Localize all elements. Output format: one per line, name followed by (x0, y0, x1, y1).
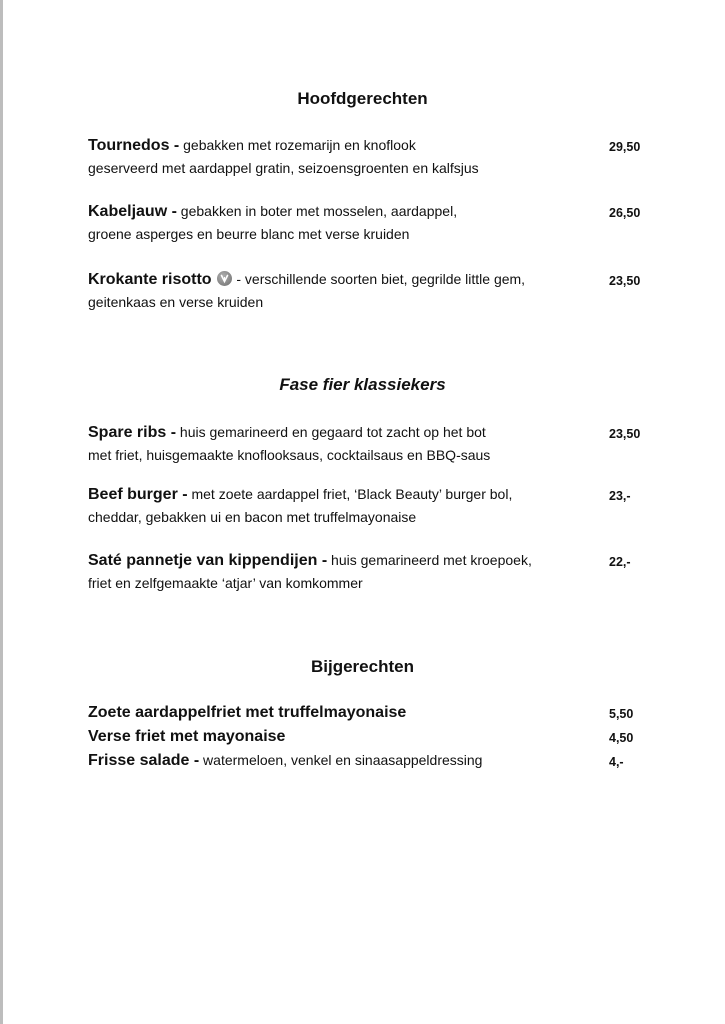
page-edge (0, 0, 3, 1024)
menu-item-line-1 (88, 268, 698, 291)
menu-item-line-1 (88, 134, 698, 157)
menu-item-line-1 (88, 549, 698, 572)
dish-price: 26,50 (609, 206, 641, 220)
dish-description-continued: cheddar, gebakken ui en bacon met truffelmayonaise (88, 509, 417, 525)
dish-name: Frisse salade - (88, 752, 200, 769)
dish-price: 23,- (609, 489, 631, 503)
menu-item-line-1 (88, 421, 698, 444)
menu-item-line-1 (88, 483, 698, 506)
dish-price: 29,50 (609, 140, 641, 154)
menu-item-sate-pannetje (88, 549, 698, 594)
dish-description: huis gemarineerd met kroepoek, (327, 552, 532, 568)
dish-description-continued: geserveerd met aardappel gratin, seizoensgroenten en kalfsjus (88, 160, 479, 176)
menu-item-beef-burger (88, 483, 698, 528)
dish-name: Tournedos - (88, 137, 180, 154)
menu-item-spare-ribs (88, 421, 698, 466)
dish-description: gebakken met rozemarijn en knoflook (179, 137, 416, 153)
menu-item-verse-friet (88, 725, 698, 748)
dish-name: Saté pannetje van kippendijen - (88, 552, 328, 569)
dish-name: Beef burger - (88, 486, 188, 503)
dish-name: Krokante risotto (88, 271, 212, 288)
menu-item-line-1 (88, 725, 698, 748)
menu-item-krokante-risotto (88, 268, 698, 313)
section-title-klassiekers: Fase fier klassiekers (279, 375, 446, 394)
vegetarian-icon (217, 271, 232, 286)
dish-price: 5,50 (609, 707, 634, 721)
section-title-bijgerechten: Bijgerechten (311, 657, 414, 676)
dish-name: Kabeljauw - (88, 203, 177, 220)
menu-item-frisse-salade (88, 749, 698, 772)
menu-item-tournedos (88, 134, 698, 179)
menu-item-line-1 (88, 701, 698, 724)
dish-name: Zoete aardappelfriet met truffelmayonaise (88, 704, 407, 721)
menu-item-zoete-aardappelfriet (88, 701, 698, 724)
section-title-hoofdgerechten: Hoofdgerechten (297, 89, 428, 108)
dish-description-continued: groene asperges en beurre blanc met verse kruiden (88, 226, 410, 242)
menu-item-kabeljauw (88, 200, 698, 245)
menu-item-line-1 (88, 200, 698, 223)
dish-description: gebakken in boter met mosselen, aardappel, (176, 203, 458, 219)
dish-description-continued: friet en zelfgemaakte ‘atjar’ van komkommer (88, 575, 363, 591)
dish-price: 4,- (609, 755, 624, 769)
dish-price: 4,50 (609, 731, 634, 745)
dish-description: met zoete aardappel friet, ‘Black Beauty’ burger bol, (187, 486, 513, 502)
dish-name: Verse friet met mayonaise (88, 728, 286, 745)
dish-description: - verschillende soorten biet, gegrilde little gem, (236, 271, 526, 287)
dish-description-continued: met friet, huisgemaakte knoflooksaus, cocktailsaus en BBQ-saus (88, 447, 491, 463)
dish-name: Spare ribs - (88, 424, 177, 441)
dish-price: 22,- (609, 555, 631, 569)
dish-description-continued: geitenkaas en verse kruiden (88, 294, 264, 310)
dish-price: 23,50 (609, 274, 641, 288)
dish-description: huis gemarineerd en gegaard tot zacht op het bot (176, 424, 486, 440)
dish-description: watermeloen, venkel en sinaasappeldressing (199, 752, 483, 768)
dish-price: 23,50 (609, 427, 641, 441)
menu-item-line-1 (88, 749, 698, 772)
